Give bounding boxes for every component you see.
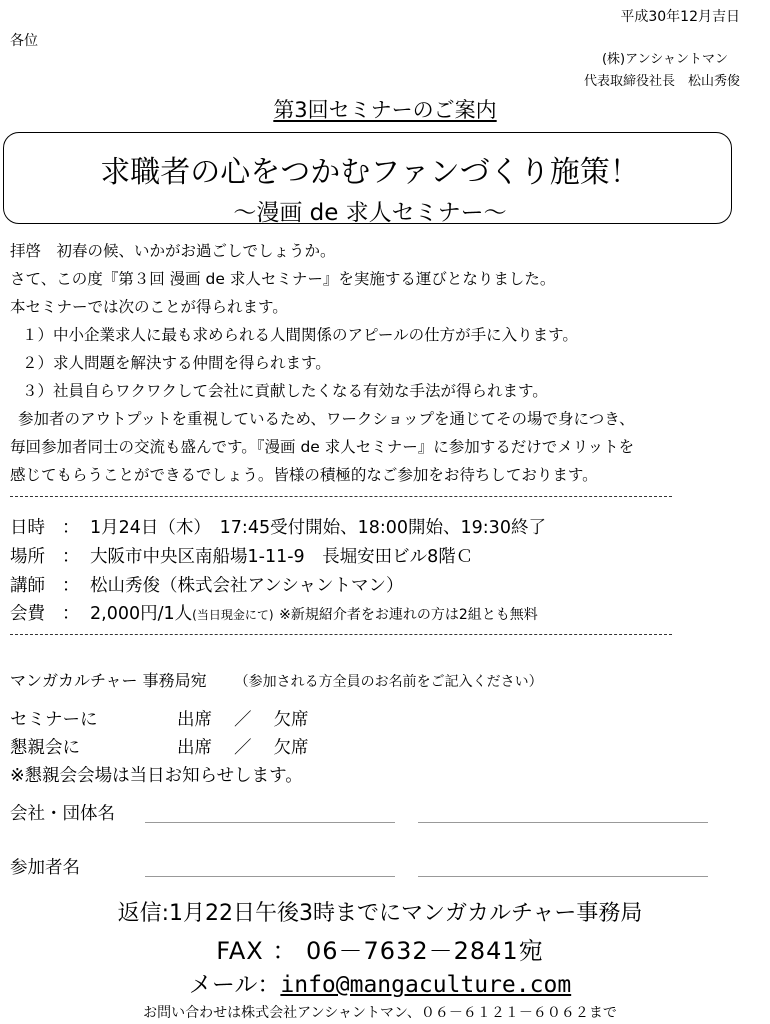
title-subtitle: ～漫画 de 求人セミナー～ [233,200,507,226]
seminar-attendance-label: セミナーに [10,710,98,730]
absent-option[interactable]: 欠席 [273,710,309,730]
reply-heading: マンガカルチャー 事務局宛 （参加される方全員のお名前をご記入ください） [10,671,543,690]
detail-datetime: 日時 ： 1月24日（木） 17:45受付開始、18:00開始、19:30終了 [10,518,546,538]
benefit-item: １）中小企業求人に最も求められる人間関係のアピールの仕方が手に入ります。 [22,326,578,344]
body-line: 毎回参加者同士の交流も盛んです。『漫画 de 求人セミナー』に参加するだけでメリットを [10,438,635,456]
sender-company: (株)アンシャントマン [601,52,728,67]
detail-venue: 場所 ： 大阪市中央区南船場1-11-9 長堀安田ビル8階Ｃ [10,547,474,567]
seminar-attendance-choice[interactable]: 出席 ／ 欠席 [177,710,309,730]
body-line: 本セミナーでは次のことが得られます。 [10,298,288,316]
detail-speaker: 講師 ： 松山秀俊（株式会社アンシャントマン） [10,576,404,596]
document-date: 平成30年12月吉日 [620,9,740,25]
benefit-item: ２）求人問題を解決する仲間を得られます。 [22,354,331,372]
separator [10,634,672,635]
participant-name-label: 参加者名 [10,858,80,878]
seminar-heading: 第3回セミナーのご案内 [273,98,497,122]
addressee: 各位 [10,33,38,49]
reply-deadline: 返信:1月22日午後3時までにマンガカルチャー事務局 [117,901,643,926]
participant-name-field[interactable] [145,876,395,877]
attend-option[interactable]: 出席 [177,738,212,758]
benefit-item: ３）社員自らワクワクして会社に貢献したくなる有効な手法が得られます。 [22,382,548,400]
attend-option[interactable]: 出席 [177,710,212,730]
company-name-field-2[interactable] [418,822,708,823]
detail-fee: 会費 ： 2,000円/1人(当日現金にて) ※新規紹介者をお連れの方は2組とも無料 [10,604,538,624]
mail-link[interactable]: info@mangaculture.com [280,972,572,998]
party-attendance-label: 懇親会に [10,738,80,758]
participant-name-field-2[interactable] [418,876,708,877]
body-line: さて、この度『第３回 漫画 de 求人セミナー』を実施する運びとなりました。 [10,270,556,288]
body-greeting: 拝啓 初春の候、いかがお過ごしでしょうか。 [10,242,336,260]
absent-option[interactable]: 欠席 [273,738,309,758]
company-name-field[interactable] [145,822,395,823]
separator [10,496,672,497]
mail-label: メール： [188,972,281,998]
party-attendance-choice[interactable]: 出席 ／ 欠席 [177,738,309,758]
body-line: 感じてもらうことができるでしょう。皆様の積極的なご参加をお待ちしております。 [10,466,598,484]
inquiry-note: お問い合わせは株式会社アンシャントマン、０６－６１２１－６０６２まで [143,1005,617,1021]
company-name-label: 会社・団体名 [10,804,115,824]
party-venue-note: ※懇親会会場は当日お知らせします。 [10,766,303,786]
sender-name: 代表取締役社長 松山秀俊 [583,74,740,89]
mail-row [0,966,760,999]
body-line: 参加者のアウトプットを重視しているため、ワークショップを通じてその場で身につき、 [18,410,635,428]
title-main: 求職者の心をつかむファンづくり施策！ [100,155,640,190]
fax-number: FAX ： 06－7632－2841宛 [216,937,544,965]
